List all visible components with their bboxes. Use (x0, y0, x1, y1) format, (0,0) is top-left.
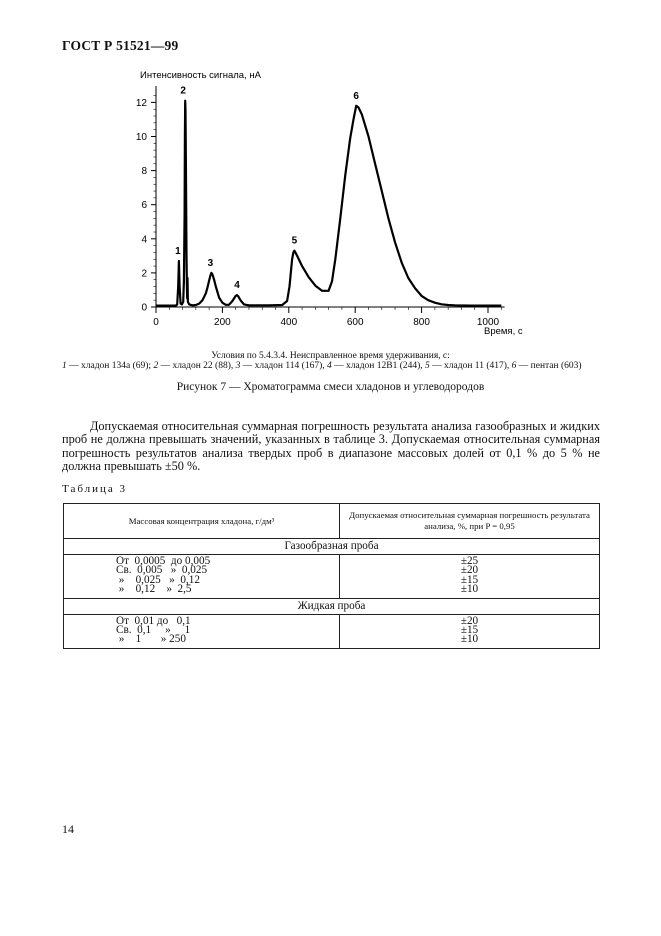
section-row (64, 539, 600, 555)
y-tick-label: 2 (141, 268, 147, 280)
x-axis-label: Время, с (484, 326, 523, 337)
error-value: ±25 (460, 555, 479, 567)
table-label: Таблица 3 (62, 483, 128, 495)
error-value: ±20 (460, 614, 479, 627)
x-tick-label: 800 (413, 317, 430, 328)
ranges-cell (64, 555, 340, 599)
chart-labels (140, 70, 523, 337)
legend-text: — хладон 12В1 (244), (331, 361, 426, 371)
legend-num: 4 (327, 361, 332, 371)
peak-label: 3 (207, 257, 214, 269)
body-paragraph: Допускаемая относительная суммарная погрешность результата анализа газообразных и жидких проб не должна превышать значений, указанных в таблице 3. Допускаемая относительная суммарная погрешность результатов анализа твердых проб в диапазоне массовых долей от 0,1 % до 5 % не должна превышать ±50 %. (62, 419, 600, 473)
peak-label: 1 (175, 245, 181, 257)
error-value: ±10 (460, 583, 479, 596)
range-value: Св. 0,1 » 1 (116, 624, 191, 637)
table-row (64, 614, 600, 648)
chromatogram-line (156, 101, 501, 306)
y-tick-label: 6 (141, 200, 147, 212)
legend-text: — пентан (603) (516, 361, 582, 371)
legend-text: — хладон 11 (417), (429, 361, 512, 371)
y-tick-label: 8 (141, 166, 147, 178)
range-value: От 0,0005 до 0,005 (116, 555, 211, 567)
table-header-row (64, 504, 600, 539)
legend-num: 3 (235, 361, 241, 371)
peak-label: 4 (234, 280, 240, 292)
figure-conditions: Условия по 5.4.3.4. Неисправленное время удерживания, с: (211, 351, 450, 361)
section-gas: Газообразная проба (64, 539, 600, 555)
legend-num: 1 (62, 361, 67, 371)
table-row (64, 555, 600, 599)
chart-ticks (136, 96, 501, 328)
range-value: » 0,025 » 0,12 (116, 573, 200, 586)
x-tick-label: 1000 (476, 317, 500, 328)
x-tick-label: 400 (280, 317, 298, 328)
range-value: » 1 » 250 (116, 633, 186, 646)
peak-label: 2 (180, 85, 186, 97)
error-table (63, 503, 600, 649)
error-value: ±20 (460, 564, 479, 577)
figure-legend (62, 361, 602, 371)
chart-axes (156, 86, 505, 313)
chart-plot (156, 101, 501, 306)
range-value: Св. 0,005 » 0,025 (116, 564, 208, 577)
x-tick-label: 0 (153, 317, 159, 328)
legend-text: — хладон 134а (69); (66, 361, 154, 371)
x-tick-label: 200 (214, 317, 231, 328)
y-tick-label: 10 (135, 132, 147, 143)
chromatogram-chart (0, 0, 661, 345)
legend-num: 6 (511, 361, 517, 371)
range-value: » 0,12 » 2,5 (116, 583, 192, 596)
header-error: Допускаемая относительная суммарная погрешность результата анализа, %, при P = 0,95 (340, 504, 600, 539)
ranges-cell (64, 614, 340, 648)
x-tick-label: 600 (346, 317, 364, 328)
range-value: От 0,01 до 0,1 (116, 614, 191, 627)
legend-num: 5 (425, 361, 430, 371)
legend-num: 2 (153, 361, 159, 371)
error-value: ±10 (460, 633, 479, 646)
header-concentration: Массовая концентрация хладона, г/дм³ (64, 504, 340, 539)
section-row (64, 598, 600, 614)
section-liquid: Жидкая проба (64, 598, 600, 614)
errors-cell (340, 555, 600, 599)
peak-label: 6 (353, 90, 359, 102)
legend-text: — хладон 22 (88), (158, 361, 236, 371)
y-axis-label: Интенсивность сигнала, нА (140, 70, 261, 81)
y-tick-label: 12 (135, 97, 147, 109)
error-value: ±15 (460, 624, 479, 637)
page-number: 14 (62, 822, 74, 836)
error-value: ±15 (460, 573, 479, 586)
peak-label: 5 (291, 235, 298, 247)
standard-header: ГОСТ Р 51521—99 (62, 38, 179, 53)
legend-text: — хладон 114 (167), (240, 361, 327, 371)
errors-cell (340, 614, 600, 648)
figure-caption: Рисунок 7 — Хроматограмма смеси хладонов и углеводородов (176, 381, 485, 393)
y-tick-label: 4 (141, 234, 147, 246)
y-tick-label: 0 (141, 302, 147, 314)
